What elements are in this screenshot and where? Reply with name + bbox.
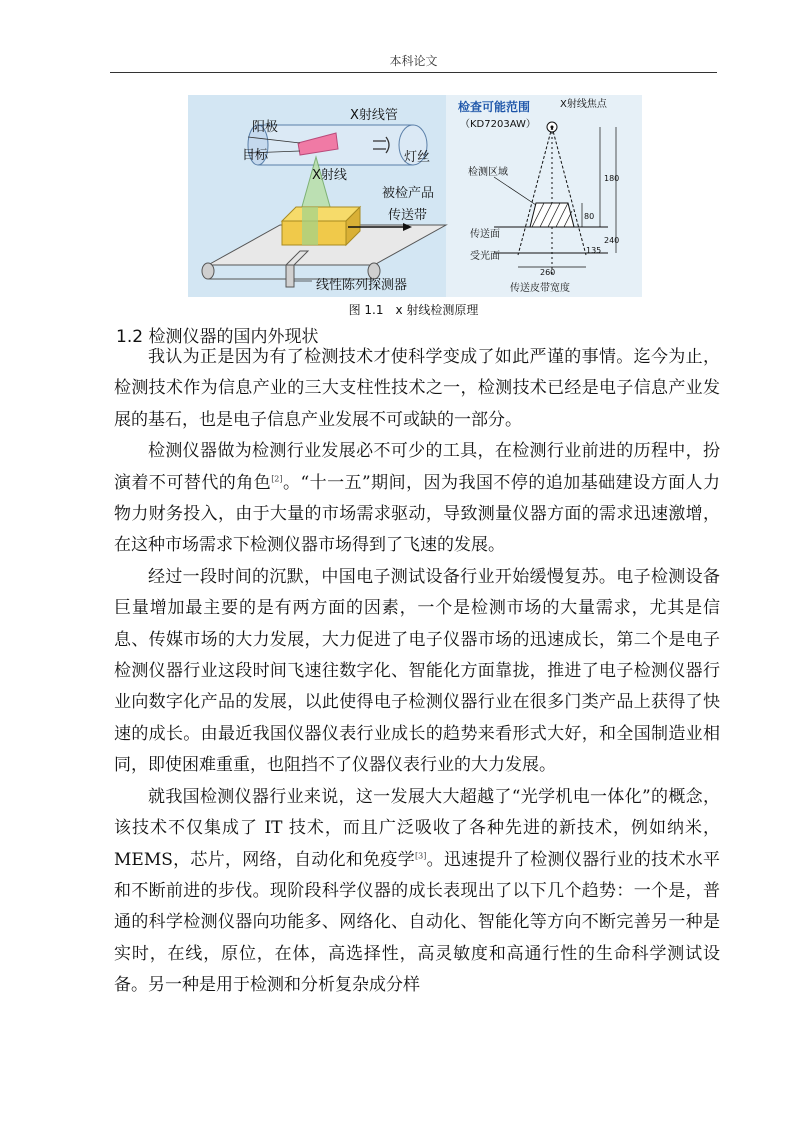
label-detect-area: 检测区域 (468, 167, 508, 178)
label-target: 目标 (242, 148, 269, 163)
dim-80: 80 (584, 212, 595, 221)
dim-135: 135 (586, 246, 602, 255)
paragraph-4 (114, 782, 720, 1002)
dim-260: 260 (540, 268, 556, 277)
label-inspected-product: 被检产品 (382, 186, 435, 201)
body-text (114, 342, 720, 1002)
belt-roller-left (202, 263, 214, 279)
xray-diagram (188, 95, 642, 297)
citation-2: [2] (271, 473, 283, 483)
label-linear-detector: 线性陈列探测器 (316, 278, 408, 293)
dim-240: 240 (604, 236, 620, 245)
paragraph-2-text-a: 检测仪器做为检测行业发展必不可少的工具，在检测行业前进的历程中，扮演着不可替代的角色 (114, 441, 720, 493)
label-belt-width: 传送皮带宽度 (510, 283, 570, 294)
paragraph-2-text-b: 。“十一五”期间，因为我国不停的追加基础建设方面人力物力财务投入，由于大量的市场需求驱动，导致测量仪器方面的需求迅速激增，在这种市场需求下检测仪器市场得到了飞速的发展。 (114, 472, 720, 556)
header-rule (110, 72, 717, 73)
paragraph-3: 经过一段时间的沉默，中国电子测试设备行业开始缓慢复苏。电子检测设备巨量增加最主要的是有两方面的因素，一个是检测市场的大量需求，尤其是信息、传媒市场的大力发展，大力促进了电子仪器市场的迅速成长，第二个是电子检测仪器行业这段时间飞速往数字化、智能化方面靠拢，推进了电子检测仪器行业向数字化产品的发展，以此使得电子检测仪器行业在很多门类产品上获得了快速的成长。由最近我国仪器仪表行业成长的趋势来看形式大好，和全国制造业相同，即使困难重重，也阻挡不了仪器仪表行业的大力发展。 (114, 566, 720, 776)
paragraph-4-text-a: 就我国检测仪器行业来说，这一发展大大超越了“光学机电一体化”的概念，该技术不仅集成了 IT 技术，而且广泛吸收了各种先进的新技术，例如纳米，MEMS，芯片，网络，自动化和免疫学 (114, 786, 720, 870)
label-receive-surface: 受光面 (470, 251, 500, 262)
label-conveyor: 传送带 (388, 208, 428, 223)
paragraph-4-text-b: 。迅速提升了检测仪器行业的技术水平和不断前进的步伐。现阶段科学仪器的成长表现出了以下几个趋势：一个是，普通的科学检测仪器向功能多、网络化、自动化、智能化等方向不断完善另一种是实时，在线，原位，在体，高选择性，高灵敏度和高通行性的生命科学测试设备。另一种是用于检测和分析复杂成分样 (114, 849, 721, 996)
beam-through-product (302, 207, 318, 245)
label-focus: X射线焦点 (560, 99, 607, 110)
dim-180: 180 (604, 174, 620, 183)
detect-area (530, 203, 574, 227)
belt-roller-right (368, 263, 380, 279)
label-filament: 灯丝 (404, 150, 431, 165)
label-xray-tube: X射线管 (350, 108, 398, 123)
section-heading: 1.2 检测仪器的国内外现状 (116, 327, 319, 347)
linear-detector-body (286, 265, 294, 287)
paragraph-2 (114, 436, 720, 562)
label-conveyor-surface: 传送面 (470, 229, 500, 240)
running-header: 本科论文 (389, 54, 438, 68)
label-anode: 阳极 (252, 120, 279, 135)
label-model: （KD7203AW） (460, 119, 536, 130)
label-xray: X射线 (312, 168, 347, 183)
figure-caption: 图 1.1 x 射线检测原理 (348, 303, 479, 317)
paragraph-1: 我认为正是因为有了检测技术才使科学变成了如此严谨的事情。迄今为止，检测技术作为信息产业的三大支柱性技术之一，检测技术已经是电子信息产业发展的基石，也是电子信息产业发展不可或缺的一部分。 (114, 347, 720, 430)
citation-3: [3] (415, 850, 427, 860)
label-inspect-range: 检查可能范围 (458, 100, 531, 114)
xray-figure (188, 95, 642, 297)
